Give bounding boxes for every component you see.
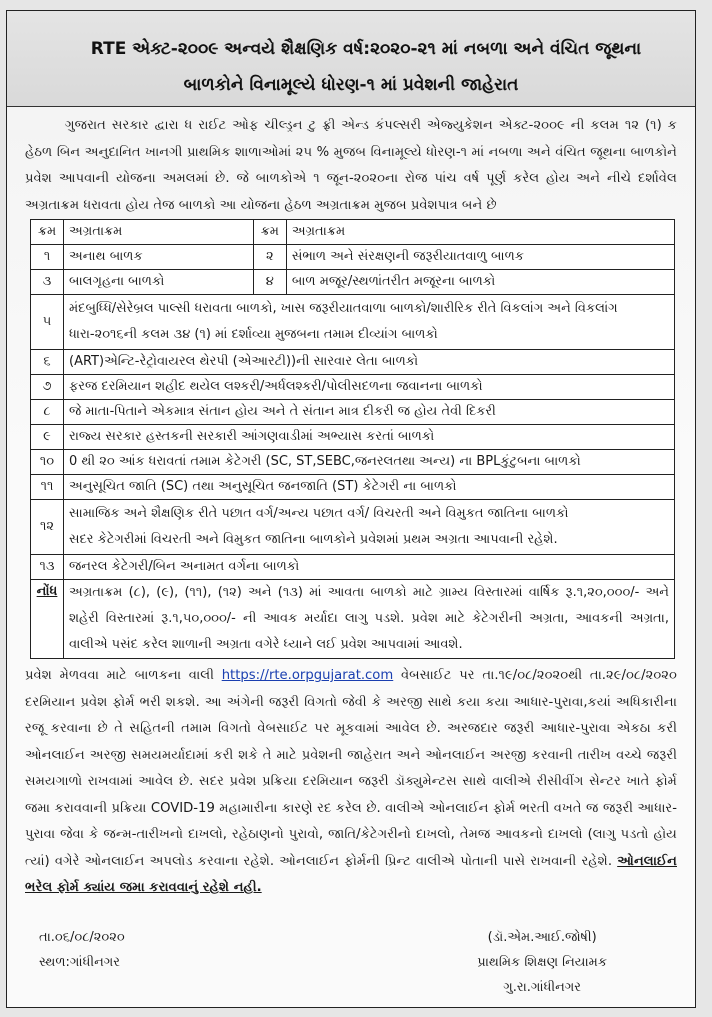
row-serial: ૧: [31, 245, 64, 270]
notice-footer: [7, 925, 695, 1015]
row-priority: [64, 500, 675, 555]
row-priority: મંદબુધ્ધિ/સેરેબ્રલ પાલ્સી ધરાવતા બાળકો, ખાસ જરૂરીયાતવાળા બાળકો/શારીરિક રીતે વિકલાંગ અને વિકલાંગ ધારા-૨૦૧૬ની કલમ ૩૪ (૧) માં દર્શાવ્યા મુજબના તમામ દીવ્યાંગ બાળકો: [64, 295, 675, 350]
table-row: [31, 500, 675, 555]
notice-title-line2: બાળકોને વિનામૂલ્યે ધોરણ-૧ માં પ્રવેશની જાહેરાત: [183, 75, 519, 95]
table-row: [31, 375, 675, 400]
row-serial: ૧૧: [31, 475, 64, 500]
signatory-office: ગુ.રા.ગાંધીનગર: [503, 980, 582, 995]
instructions-details: વેબસાઈટ પર તા.૧૯/૦૮/૨૦૨૦થી તા.૨૯/૦૮/૨૦૨૦ દરમિયાન પ્રવેશ ફોર્મ ભરી શકશે. આ અંગેની જરૂરી વિગતો જેવી કે અરજી સાથે કયા કયા આધાર-પુરાવા,કયાં અધિકારીના રજૂ કરવાના છે તે સહિતની તમામ વિગતો વેબસાઈટ પર મૂકવામાં આવેલ છે. અરજદાર જરૂરી આધાર-પુરાવા એકઠા કરી ઓનલાઈન અરજી સમયમર્યાદામાં કરી શકે તે માટે પ્રવેશની જાહેરાત અને ઓનલાઈન અરજી કરવાની તારીખ વચ્ચે જરૂરી સમયગાળો રાખવામાં આવેલ છે. સદર પ્રવેશ પ્રક્રિયા દરમિયાન જરૂરી ડૉક્યુમેન્ટસ સાથે વાલીએ રીસીવીંગ સેન્ટર ખાતે ફોર્મ જમા કરાવવાની પ્રક્રિયા COVID-19 મહામારીના કારણે રદ કરેલ છે. વાલીએ ઓનલાઈન ફોર્મ ભરતી વખતે જ જરૂરી આધાર-પુરાવા જેવા કે જન્મ-તારીખનો દાખલો, રહેઠાણનો પુરાવો, જાતિ/કેટેગરીનો દાખલો, તેમજ આવકનો દાખલો (લાગુ પડતો હોય ત્યાં) વગેરે ઓનલાઈન અપલોડ કરવાના રહેશે. ઓનલાઈન ફોર્મની પ્રિન્ટ વાલીએ પોતાની પાસે રાખવાની રહેશે.: [25, 668, 677, 869]
row-serial: ૯: [31, 425, 64, 450]
note-label: નોંધ: [31, 580, 64, 659]
priority-table: [30, 219, 675, 659]
row-serial: ૩: [31, 270, 64, 295]
row-priority: 0 થી ૨૦ આંક ધરાવતાં તમામ કેટેગરી (SC, ST,SEBC,જનરલતથા અન્ય) ના BPLકુંટુબના બાળકો: [64, 450, 675, 475]
notice-body: [7, 107, 695, 1007]
row-serial: ૨: [253, 245, 286, 270]
row-serial: ૧૩: [31, 555, 64, 580]
note-row: [31, 580, 675, 659]
date-place-block: [39, 925, 125, 975]
instructions-warning: ઓનલાઈન ભરેલ ફોર્મ ક્યાંય જમા કરાવવાનું રહેશે નહી.: [25, 853, 677, 895]
table-row: [31, 270, 675, 295]
table-row: [31, 245, 675, 270]
row-serial: ૧૨: [31, 500, 64, 555]
table-row: [31, 450, 675, 475]
intro-paragraph: ગુજરાત સરકાર દ્વારા ધ રાઈટ ઓફ ચીલ્ડ્રન ટુ ફ્રી એન્ડ કંપલ્સરી એજ્યુકેશન એક્ટ-૨૦૦૯ ની કલમ ૧૨ (૧) ક હેઠળ બિન અનુદાનિત ખાનગી પ્રાથમિક શાળાઓમાં ૨૫ % મુજબ વિનામૂલ્યે ધોરણ-૧ માં નબળા અને વંચિત જૂથના બાળકોને પ્રવેશ આપવાની યોજના અમલમાં છે. જે બાળકોએ ૧ જૂન-૨૦૨૦ના રોજ પાંચ વર્ષ પૂર્ણ કરેલ હોય અને નીચે દર્શાવેલ અગ્રતાક્રમ ધરાવતા હોય તેજ બાળકો આ યોજના હેઠળ અગ્રતાક્રમ મુજબ પ્રવેશપાત્ર બને છે: [25, 118, 677, 213]
table-row: [31, 350, 675, 375]
row-priority: બાલગૃહના બાળકો: [64, 270, 254, 295]
table-header-row: [31, 220, 675, 245]
row-priority: અનુસૂચિત જાતિ (SC) તથા અનુસૂચિત જનજાતિ (ST) કેટેગરી ના બાળકો: [64, 475, 675, 500]
row-priority: બાળ મજૂર/સ્થળાંતરીત મજૂરના બાળકો: [286, 270, 674, 295]
row-priority: જે માતા-પિતાને એકમાત્ર સંતાન હોય અને તે સંતાન માત્ર દીકરી જ હોય તેવી દિકરી: [64, 400, 675, 425]
signatory-name: (ડૉ.એમ.આઈ.જોષી): [487, 930, 597, 945]
notice-place: સ્થળ:ગાંધીનગર: [39, 955, 121, 970]
rte-website-link[interactable]: https://rte.orpgujarat.com: [221, 668, 394, 683]
row-serial: ૫: [31, 295, 64, 350]
instructions-intro: પ્રવેશ મેળવવા માટે બાળકના વાલી: [25, 668, 222, 683]
table-row: [31, 555, 675, 580]
row-serial: ૧૦: [31, 450, 64, 475]
notice-title-line1: RTE એક્ટ-૨૦૦૯ અન્વયે શૈક્ષણિક વર્ષ:૨૦૨૦-૨૧ માં નબળા અને વંચિત જૂથના: [90, 39, 642, 59]
header-serial: ક્રમ: [31, 220, 64, 245]
note-text: અગ્રતાક્રમ (૮), (૯), (૧૧), (૧૨) અને (૧૩) માં આવતા બાળકો માટે ગ્રામ્ય વિસ્તારમાં વાર્ષિક રૂ.૧,૨૦,૦૦૦/- અને શહેરી વિસ્તારમાં રૂ.૧,૫૦,૦૦૦/- ની આવક મર્યાદા લાગુ પડશે. પ્રવેશ માટે કેટેગરીની અગ્રતા, આવકની અગ્રતા, વાલીએ પસંદ કરેલ શાળાની અગ્રતા વગેરે ધ્યાને લઈ પ્રવેશ આપવામાં આવશે.: [64, 580, 675, 659]
row-priority: અનાથ બાળક: [64, 245, 254, 270]
table-row: [31, 475, 675, 500]
row-priority: જનરલ કેટેગરી/બિન અનામત વર્ગના બાળકો: [64, 555, 675, 580]
notice-date: તા.૦૬/૦૮/૨૦૨૦: [39, 930, 125, 945]
row-priority: (ART)એન્ટિ-રેટ્રોવાયરલ થેરપી (એઆરટી))ની સારવાર લેતા બાળકો: [64, 350, 675, 375]
signatory-title: પ્રાથમિક શિક્ષણ નિયામક: [477, 955, 607, 970]
row-serial: ૬: [31, 350, 64, 375]
table-row: [31, 295, 675, 350]
row-priority: સંભાળ અને સંરક્ષણની જરૂરીયાતવાળુ બાળક: [286, 245, 674, 270]
row-priority: રાજ્ય સરકાર હસ્તકની સરકારી આંગણવાડીમાં અભ્યાસ કરતાં બાળકો: [64, 425, 675, 450]
header-priority: અગ્રતાક્રમ: [286, 220, 674, 245]
signature-block: [477, 925, 607, 1000]
table-row: [31, 400, 675, 425]
row-serial: ૮: [31, 400, 64, 425]
row-priority: ફરજ દરમિયાન શહીદ થયેલ લશ્કરી/અર્ધલશ્કરી/પોલીસદળના જવાનના બાળકો: [64, 375, 675, 400]
row-serial: ૭: [31, 375, 64, 400]
header-priority: અગ્રતાક્રમ: [64, 220, 254, 245]
notice-header: [7, 11, 695, 107]
table-row: [31, 425, 675, 450]
header-serial: ક્રમ: [253, 220, 286, 245]
notice-document: [6, 10, 696, 1008]
row-priority-subnote: સદર કેટેગરીમાં વિચરતી અને વિમુકત જાતિના બાળકોને પ્રવેશમાં પ્રથમ અગ્રતા આપવાની રહેશે.: [69, 532, 558, 547]
instructions-paragraph: [25, 663, 677, 902]
row-serial: ૪: [253, 270, 286, 295]
row-priority-line: સામાજિક અને શૈક્ષણિક રીતે પછાત વર્ગ/અન્ય પછાત વર્ગ/ વિચરતી અને વિમુકત જાતિના બાળકો: [69, 506, 569, 521]
